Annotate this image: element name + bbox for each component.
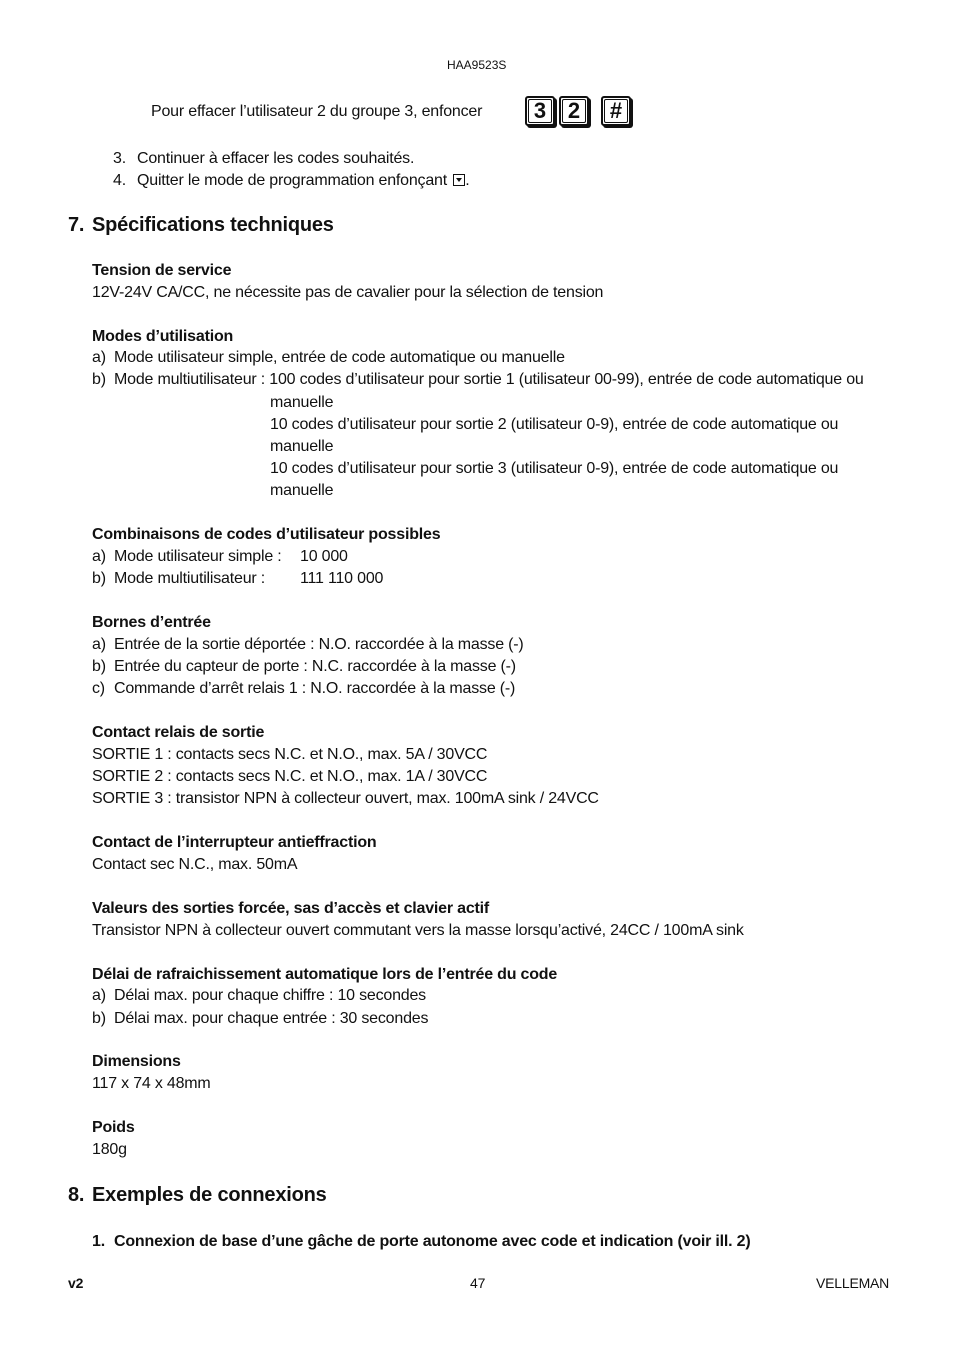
modes-b-label: b): [92, 371, 106, 388]
combinations-b-text: Mode multiutilisateur :: [114, 570, 266, 587]
erase-instruction: Pour effacer l’utilisateur 2 du groupe 3, enfoncer: [151, 103, 483, 120]
step-4-line: [137, 170, 470, 192]
key-2-icon: [559, 96, 589, 126]
modes-b-line: manuelle: [270, 438, 334, 455]
combinations-b-label: b): [92, 570, 106, 587]
section-8-title: Exemples de connexions: [92, 1184, 327, 1206]
modes-a-text: Mode utilisateur simple, entrée de code automatique ou manuelle: [114, 349, 565, 366]
combinations-a-label: a): [92, 548, 106, 565]
footer-page-number: 47: [470, 1275, 486, 1291]
weight-text: 180g: [92, 1141, 127, 1158]
timeout-heading: Délai de rafraichissement automatique lors de l’entrée du code: [92, 966, 558, 983]
timeout-item-label: b): [92, 1010, 106, 1027]
modes-b-line: 10 codes d’utilisateur pour sortie 2 (utilisateur 0-9), entrée de code automatique ou: [270, 416, 839, 433]
key-3-label: 3: [528, 99, 552, 123]
step-3-text: Continuer à effacer les codes souhaités.: [137, 150, 415, 167]
key-hash-icon: [601, 96, 631, 126]
document-model: HAA9523S: [447, 58, 507, 72]
dimensions-heading: Dimensions: [92, 1053, 181, 1070]
inputs-item-text: Entrée de la sortie déportée : N.O. raccordée à la masse (-): [114, 636, 524, 653]
step-4-text: Quitter le mode de programmation enfonçant: [137, 172, 447, 189]
tension-heading: Tension de service: [92, 262, 232, 279]
tamper-heading: Contact de l’interrupteur antieffraction: [92, 834, 377, 851]
inputs-item-text: Commande d’arrêt relais 1 : N.O. raccordée à la masse (-): [114, 680, 516, 697]
section-8-number: 8.: [68, 1184, 85, 1206]
timeout-item-text: Délai max. pour chaque chiffre : 10 secondes: [114, 987, 426, 1004]
inputs-item-label: a): [92, 636, 106, 653]
relay-line: SORTIE 1 : contacts secs N.C. et N.O., max. 5A / 30VCC: [92, 746, 488, 763]
combinations-b-value: 111 110 000: [300, 570, 384, 587]
dimensions-text: 117 x 74 x 48mm: [92, 1075, 211, 1092]
down-arrow-key-icon: [453, 174, 465, 186]
forced-heading: Valeurs des sorties forcée, sas d’accès et clavier actif: [92, 900, 490, 917]
combinations-heading: Combinaisons de codes d’utilisateur possibles: [92, 526, 441, 543]
section-8-sub-number: 1.: [92, 1233, 105, 1250]
inputs-item-text: Entrée du capteur de porte : N.C. raccordée à la masse (-): [114, 658, 516, 675]
inputs-item-label: c): [92, 680, 105, 697]
section-7-title: Spécifications techniques: [92, 214, 334, 236]
timeout-item-label: a): [92, 987, 106, 1004]
combinations-a-text: Mode utilisateur simple :: [114, 548, 282, 565]
key-3-icon: [525, 96, 555, 126]
footer-version: v2: [68, 1275, 84, 1291]
weight-heading: Poids: [92, 1119, 135, 1136]
relay-heading: Contact relais de sortie: [92, 724, 265, 741]
footer-brand: VELLEMAN: [816, 1275, 890, 1291]
modes-b-line: manuelle: [270, 394, 334, 411]
forced-text: Transistor NPN à collecteur ouvert commutant vers la masse lorsqu’activé, 24CC / 100mA sink: [92, 922, 744, 939]
inputs-item-label: b): [92, 658, 106, 675]
combinations-a-value: 10 000: [300, 548, 348, 565]
modes-heading: Modes d’utilisation: [92, 328, 234, 345]
modes-b-text: Mode multiutilisateur : 100 codes d’utilisateur pour sortie 1 (utilisateur 00-99), entrée de code automatique ou: [114, 371, 864, 388]
section-8-sub-text: Connexion de base d’une gâche de porte autonome avec code et indication (voir ill. 2): [114, 1233, 751, 1250]
inputs-heading: Bornes d’entrée: [92, 614, 211, 631]
timeout-item-text: Délai max. pour chaque entrée : 30 secondes: [114, 1010, 429, 1027]
modes-b-line: manuelle: [270, 482, 334, 499]
step-3-number: 3.: [113, 150, 126, 167]
tension-text: 12V-24V CA/CC, ne nécessite pas de cavalier pour la sélection de tension: [92, 284, 604, 301]
relay-line: SORTIE 3 : transistor NPN à collecteur ouvert, max. 100mA sink / 24VCC: [92, 790, 599, 807]
key-hash-label: #: [604, 99, 628, 123]
modes-b-line: 10 codes d’utilisateur pour sortie 3 (utilisateur 0-9), entrée de code automatique ou: [270, 460, 839, 477]
tamper-text: Contact sec N.C., max. 50mA: [92, 856, 298, 873]
step-4-suffix: .: [465, 172, 470, 189]
section-7-number: 7.: [68, 214, 85, 236]
relay-line: SORTIE 2 : contacts secs N.C. et N.O., max. 1A / 30VCC: [92, 768, 488, 785]
modes-a-label: a): [92, 349, 106, 366]
key-2-label: 2: [562, 99, 586, 123]
step-4-number: 4.: [113, 172, 126, 189]
